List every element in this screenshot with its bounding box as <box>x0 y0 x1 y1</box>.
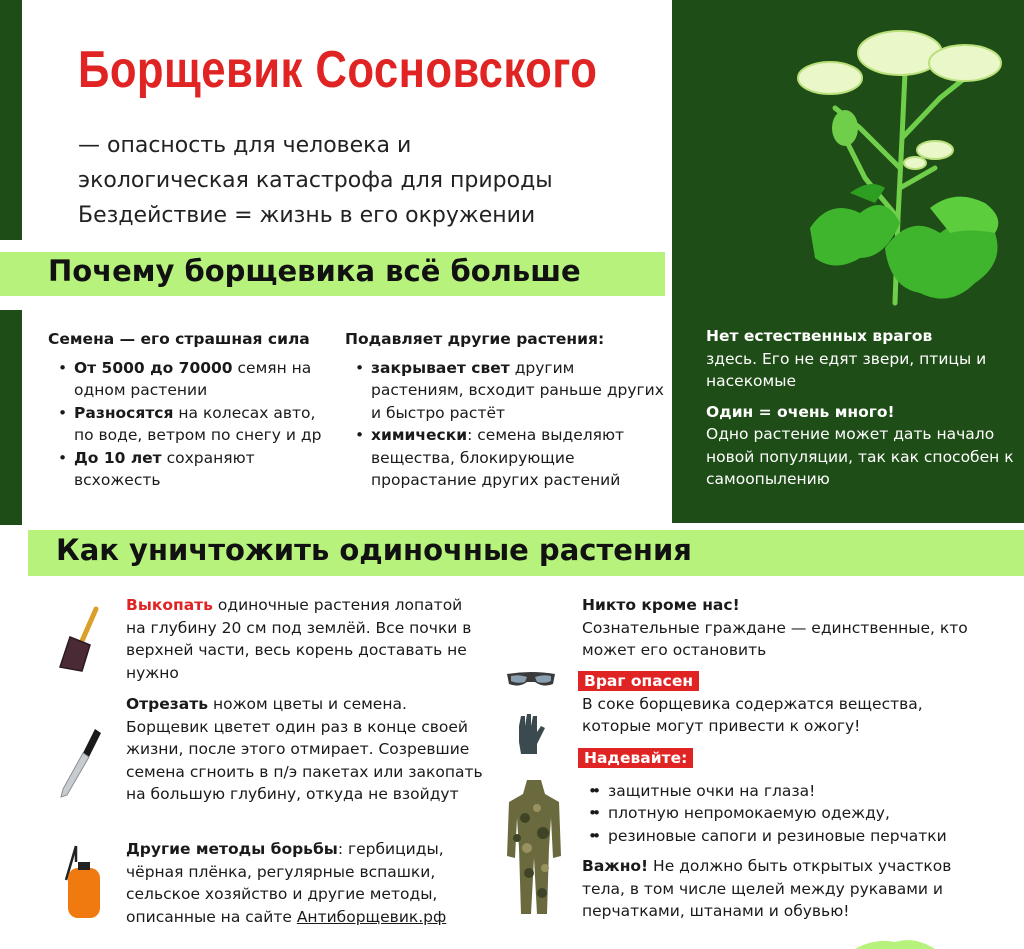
list-item: • закрывает свет другим растениям, всходит раньше других и быстро растёт <box>345 357 665 425</box>
section-destroy-banner <box>28 530 1024 576</box>
cut-text: ножом цветы и семена. Борщевик цветет один раз в конце своей жизни, после этого отмирает. Созревшие семена сгноить в п/э пакетах или закопать на большую глубину, откуда не взойдут <box>126 695 483 803</box>
seeds-column <box>48 328 338 492</box>
important-text: Не должно быть открытых участков тела, в том числе щелей между рукавами и перчатками, штанами и обувью! <box>582 857 952 920</box>
nobody-heading: Никто кроме нас! <box>582 596 740 614</box>
other-text: : гербициды, чёрная плёнка, регулярные вспашки, сельское хозяйство и другие методы, описанные на сайте <box>126 840 444 926</box>
one-many-heading: Один = очень много! <box>706 402 895 421</box>
no-enemies-text: здесь. Его не едят звери, птицы и насекомые <box>706 349 987 390</box>
panel-text <box>706 325 1016 491</box>
list-item: • химически: семена выделяют вещества, блокирующие прорастание других растений <box>345 424 665 492</box>
no-enemies-heading: Нет естественных врагов <box>706 327 933 345</box>
wear-list <box>578 780 998 848</box>
list-item: • • плотную непромокаемую одежду, <box>578 802 998 825</box>
list-item: • Разносятся на колесах авто, по воде, ветром по снегу и др <box>48 402 338 447</box>
one-many-text: Одно растение может дать начало новой популяции, так как способен к самоопылению <box>706 425 1014 488</box>
suppress-column <box>345 328 665 492</box>
list-item: • До 10 лет сохраняют всхожесть <box>48 447 338 492</box>
page-title: Борщевик Сосновского <box>78 41 598 99</box>
section-why-banner <box>0 252 665 296</box>
hogweed-plant-icon <box>790 18 1010 323</box>
sprayer-icon <box>58 840 108 922</box>
suppress-list <box>345 357 665 492</box>
cut-lead: Отрезать <box>126 695 209 713</box>
dig-lead: Выкопать <box>126 596 213 614</box>
subtitle-line: Бездействие = жизнь в его окружении <box>78 203 536 228</box>
dig-text: одиночные растения лопатой на глубину 20 см под землёй. Все почки в верхней части, весь корень доставать не нужно <box>126 596 472 682</box>
section-destroy-heading: Как уничтожить одиночные растения <box>56 533 692 567</box>
goggles-icon <box>505 668 557 692</box>
other-lead: Другие методы борьбы <box>126 840 338 858</box>
gloves-icon <box>515 712 549 756</box>
important-lead: Важно! <box>582 857 649 875</box>
seeds-list <box>48 357 338 492</box>
danger-text: В соке борщевика содержатся вещества, которые могут привести к ожогу! <box>582 694 923 735</box>
nobody-block <box>582 594 982 662</box>
leaf-decor-icon <box>855 936 935 949</box>
left-decor-stripe <box>0 310 22 525</box>
antiborshevik-link[interactable]: Антиборщевик.рф <box>296 907 447 926</box>
list-item: • От 5000 до 70000 семян на одном растении <box>48 357 338 402</box>
suppress-heading: Подавляет другие растения: <box>345 330 605 348</box>
important-block <box>582 855 982 923</box>
protective-suit-icon <box>505 778 563 918</box>
dig-method <box>126 594 486 684</box>
list-item: • • защитные очки на глаза! <box>578 780 998 803</box>
cut-method <box>126 693 486 806</box>
subtitle-line: экологическая катастрофа для природы <box>78 168 553 193</box>
wear-block <box>578 747 998 847</box>
wear-badge: Надевайте: <box>578 748 693 768</box>
list-item: • • резиновые сапоги и резиновые перчатки <box>578 825 998 848</box>
subtitle-line: — опасность для человека и <box>78 133 412 158</box>
seeds-heading: Семена — его страшная сила <box>48 330 310 348</box>
danger-badge: Враг опасен <box>578 671 699 691</box>
nobody-text: Сознательные граждане — единственные, кто может его остановить <box>582 618 968 659</box>
shovel-icon <box>52 605 104 677</box>
left-decor-stripe <box>0 0 22 240</box>
other-methods <box>126 838 486 928</box>
knife-icon <box>55 725 105 800</box>
section-why-heading: Почему борщевика всё больше <box>48 254 581 288</box>
subtitle <box>78 128 658 233</box>
danger-block <box>578 670 978 738</box>
